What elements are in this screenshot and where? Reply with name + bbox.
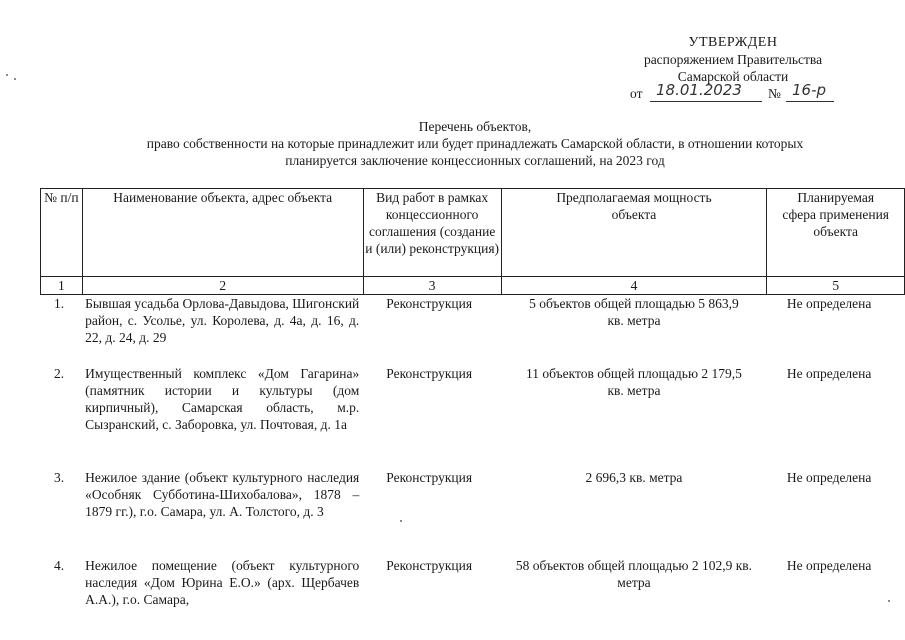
column-number: 5 <box>767 277 905 295</box>
column-number: 2 <box>82 277 363 295</box>
date-prefix: от <box>630 86 643 101</box>
row-index: 2. <box>54 365 65 381</box>
document-heading <box>60 118 890 169</box>
table-row <box>41 295 905 365</box>
column-number: 3 <box>363 277 501 295</box>
date-value: 18.01.2023 <box>656 81 742 99</box>
row-index: 1. <box>54 296 65 311</box>
approval-block <box>628 34 838 105</box>
column-number: 4 <box>501 277 767 295</box>
row-power: 58 объектов общей площадью 2 102,9 кв. метра <box>515 557 753 590</box>
row-power: 5 объектов общей площадью 5 863,9 кв. метра <box>529 296 739 328</box>
row-name: Бывшая усадьба Орлова-Давыдова, Шигонский район, с. Усолье, ул. Королева, д. 4а, д. 16, д. 22, д. 24, д. 29 <box>85 296 360 345</box>
header-col-kind: Вид работ в рамках концессионного соглашения (создание и (или) реконструкция) <box>363 189 501 277</box>
scan-speck <box>14 78 16 80</box>
number-prefix: № <box>768 86 781 101</box>
row-index: 4. <box>54 557 65 573</box>
row-power: 11 объектов общей площадью 2 179,5 кв. метра <box>526 365 742 398</box>
approval-date-line <box>628 81 838 105</box>
row-sphere: Не определена <box>786 365 872 381</box>
scan-speck <box>400 520 402 522</box>
row-power: 2 696,3 кв. метра <box>585 469 683 485</box>
column-numbers-row <box>41 277 905 295</box>
row-kind: Реконструкция <box>386 296 473 311</box>
heading-line-2: право собственности на которые принадлежит или будет принадлежать Самарской области, в отношении которых <box>146 136 804 151</box>
row-index: 3. <box>54 469 65 485</box>
row-name: Имущественный комплекс «Дом Гагарина» (памятник истории и культуры (дом кирпичный), Самарская область, м.р. Сызранский, с. Заборовка, ул. Почтовая, д. 1а <box>85 365 360 432</box>
heading-line-3: планируется заключение концессионных соглашений, на 2023 год <box>285 153 665 168</box>
scan-speck <box>6 74 8 76</box>
row-kind: Реконструкция <box>386 469 473 485</box>
row-sphere: Не определена <box>786 557 872 573</box>
column-number: 1 <box>41 277 83 295</box>
heading-line-1: Перечень объектов, <box>418 119 532 134</box>
date-underline <box>650 101 762 102</box>
approval-line-2: Самарской области <box>677 69 789 84</box>
row-kind: Реконструкция <box>386 557 473 573</box>
table-header-row <box>41 189 905 277</box>
header-col-power: Предполагаемая мощность объекта <box>501 189 767 277</box>
row-name: Нежилое здание (объект культурного наследия «Особняк Субботина-Шихобалова», 1878 – 1879 гг.), г.о. Самара, ул. А. Толстого, д. 3 <box>85 469 360 519</box>
number-underline <box>786 101 834 102</box>
objects-table <box>40 188 905 617</box>
scan-speck <box>888 600 890 602</box>
header-col-name: Наименование объекта, адрес объекта <box>82 189 363 277</box>
approval-title: УТВЕРЖДЕН <box>688 35 778 50</box>
row-name: Нежилое помещение (объект культурного наследия «Дом Юрина Е.О.» (арх. Щербачев А.А.), г.о. Самара, <box>85 557 360 607</box>
number-value: 16-р <box>792 81 827 99</box>
approval-line-1: распоряжением Правительства <box>643 52 823 67</box>
header-col-sphere: Планируемая сфера применения объекта <box>767 189 905 277</box>
table-row <box>41 557 905 617</box>
row-sphere: Не определена <box>786 469 872 485</box>
row-sphere: Не определена <box>786 296 872 311</box>
header-col-number: № п/п <box>41 189 83 277</box>
table-row <box>41 365 905 469</box>
row-kind: Реконструкция <box>386 365 473 381</box>
table-row <box>41 469 905 557</box>
